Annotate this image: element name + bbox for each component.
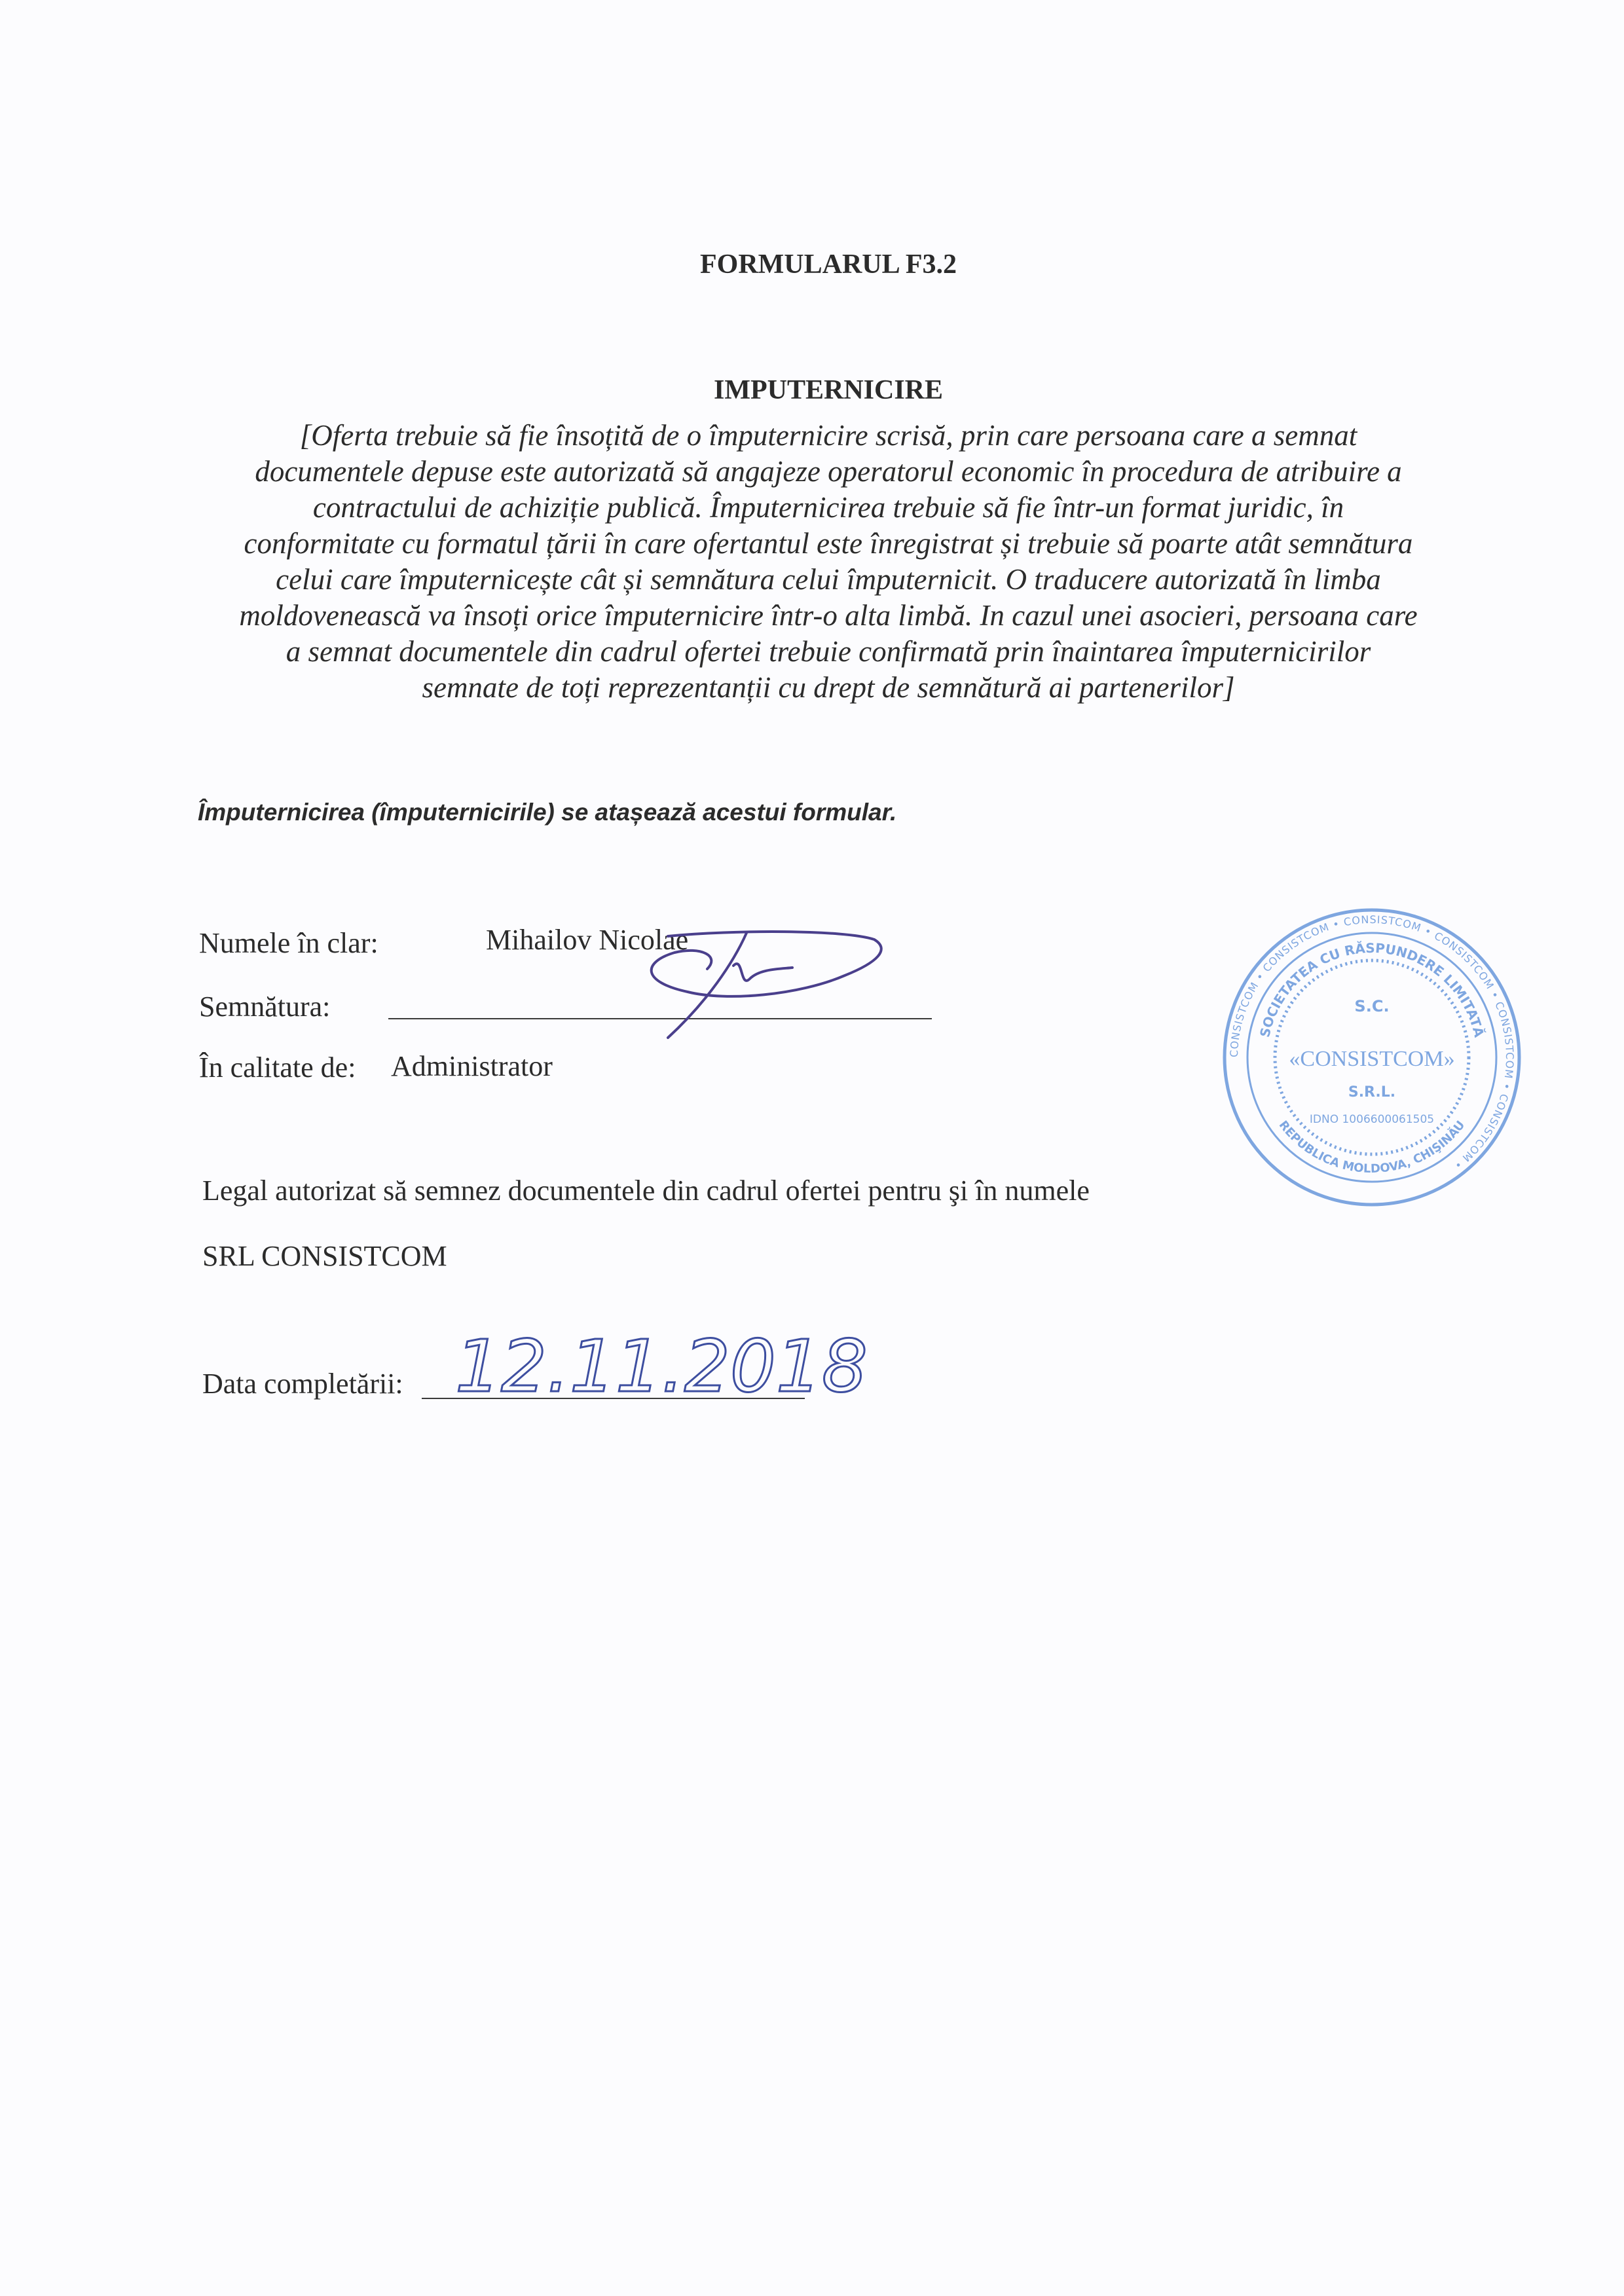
stamp-top-text: SOCIETATEA CU RĂSPUNDERE LIMITATĂ: [1257, 939, 1487, 1039]
role-label: În calitate de:: [199, 1051, 356, 1084]
attachment-note: Împuternicirea (împuternicirile) se atașează acestui formular.: [198, 799, 897, 826]
instruction-line: moldovenească va însoți orice împuternicire într-o alta limbă. In cazul unei asocieri, persoana care: [239, 599, 1418, 632]
instruction-line: [Oferta trebuie să fie însoțită de o împuternicire scrisă, prin care persoana care a semnat: [299, 419, 1357, 452]
company-stamp: [1218, 903, 1526, 1211]
instruction-line: contractului de achiziție publică. Împuternicirea trebuie să fie într-un format juridic, în: [312, 491, 1344, 524]
stamp-idno: IDNO 1006600061505: [1309, 1113, 1435, 1126]
stamp-srl: S.R.L.: [1348, 1084, 1396, 1101]
role-value: Administrator: [391, 1050, 553, 1082]
form-id: FORMULARUL F3.2: [700, 249, 957, 280]
instruction-line: semnate de toți reprezentanții cu drept de semnătură ai partenerilor]: [422, 671, 1235, 704]
authorization-line-2: SRL CONSISTCOM: [202, 1240, 447, 1272]
stamp-outer-text: CONSISTCOM • CONSISTCOM • CONSISTCOM • CONSISTCOM • CONSISTCOM • CONSISTCOM •: [1227, 913, 1517, 1173]
stamp-name: «CONSISTCOM»: [1289, 1047, 1455, 1071]
name-value: Mihailov Nicolae: [486, 924, 689, 956]
instruction-line: celui care împuternicește cât și semnătura celui împuternicit. O traducere autorizată în limba: [276, 563, 1381, 596]
name-label: Numele în clar:: [199, 927, 378, 959]
authorization-line-1: Legal autorizat să semnez documentele din cadrul ofertei pentru şi în numele: [202, 1175, 1090, 1207]
stamp-sc: S.C.: [1354, 997, 1390, 1015]
handwritten-signature: [629, 917, 904, 1048]
date-label: Data completării:: [202, 1368, 403, 1400]
signature-label: Semnătura:: [199, 991, 331, 1023]
handwritten-date: [452, 1316, 923, 1414]
instruction-line: documentele depuse este autorizată să angajeze operatorul economic în procedura de atribuire a: [255, 455, 1402, 488]
instructions-paragraph: [157, 418, 1500, 706]
instruction-line: conformitate cu formatul țării în care ofertantul este înregistrat și trebuie să poarte atât semnătura: [244, 527, 1413, 560]
document-title: IMPUTERNICIRE: [713, 375, 944, 405]
date-value: 12.11.2018: [455, 1324, 868, 1408]
svg-text:SOCIETATEA CU RĂSPUNDERE LIMIT: [1257, 940, 1487, 1039]
stamp-bottom-text: REPUBLICA MOLDOVA, CHIŞINĂU: [1276, 1118, 1468, 1176]
instruction-line: a semnat documentele din cadrul ofertei trebuie confirmată prin înaintarea împuternicirilor: [286, 635, 1371, 668]
